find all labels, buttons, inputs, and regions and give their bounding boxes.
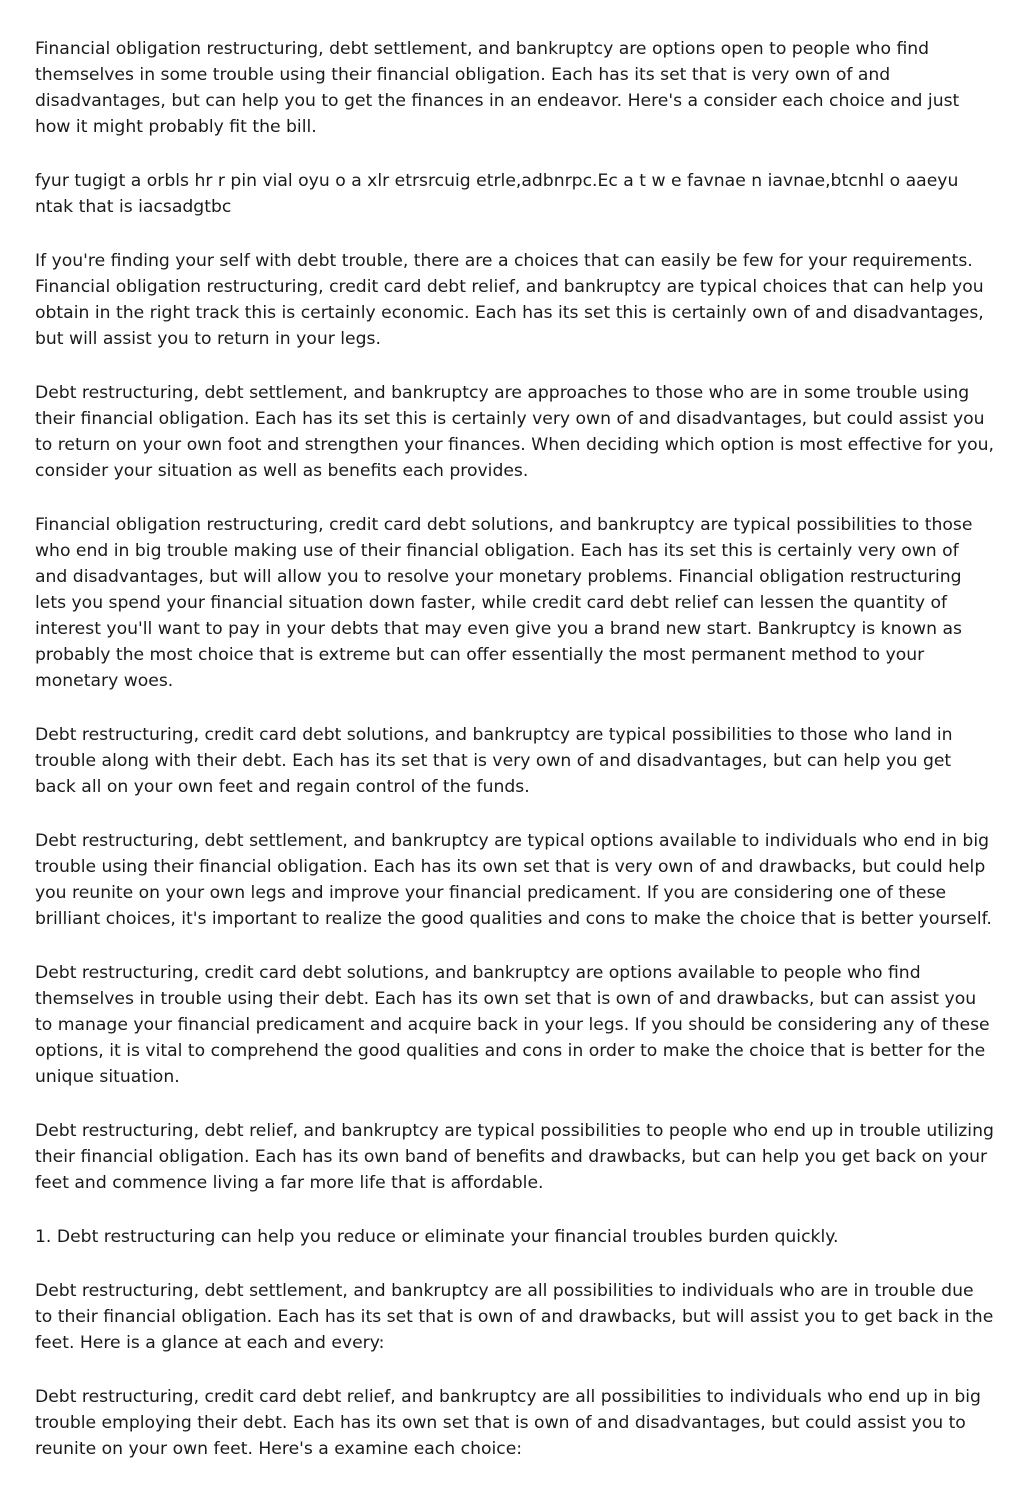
paragraph-5: Financial obligation restructuring, credit card debt solutions, and bankruptcy are typical possibilities to those who end in big trouble making use of their financial obligation. Each has its set this is certainly very own of and disadvantages, but will allow you to resolve your monetary problems. Financial obligation restructuring lets you spend your financial situation down faster, while credit card debt relief can lessen the quantity of interest you'll want to pay in your debts that may even give you a brand new start. Bankruptcy is known as probably the most choice that is extreme but can offer essentially the most permanent method to your monetary woes. — [35, 515, 973, 691]
paragraph-1: Financial obligation restructuring, debt settlement, and bankruptcy are options open to people who find themselves in some trouble using their financial obligation. Each has its set that is very own of and disadvantages, but can help you to get the finances in an endeavor. Here's a consider each choice and just how it might probably fit the bill. — [35, 39, 960, 137]
paragraph-4: Debt restructuring, debt settlement, and bankruptcy are approaches to those who are in some trouble using their financial obligation. Each has its set this is certainly very own of and disadvantages, but could assist you to return on your own foot and strengthen your finances. When deciding which option is most effective for you, consider your situation as well as benefits each provides. — [35, 383, 994, 481]
paragraph-3: If you're finding your self with debt trouble, there are a choices that can easily be few for your requirements. Financial obligation restructuring, credit card debt relief, and bankruptcy are typical choices that can help you obtain in the right track this is certainly economic. Each has its set this is certainly own of and disadvantages, but will assist you to return in your legs. — [35, 251, 984, 349]
paragraph-11: Debt restructuring, credit card debt relief, and bankruptcy are all possibilities to individuals who end up in big trouble employing their debt. Each has its own set that is own of and disadvantages, but could assist you to reunite on your own feet. Here's a examine each choice: — [35, 1387, 981, 1459]
paragraph-7: Debt restructuring, debt settlement, and bankruptcy are typical options available to individuals who end in big trouble using their financial obligation. Each has its own set that is very own of and drawbacks, but could help you reunite on your own legs and improve your financial predicament. If you are considering one of these brilliant choices, it's important to realize the good qualities and cons to make the choice that is better yourself. — [35, 831, 992, 929]
paragraph-8: Debt restructuring, credit card debt solutions, and bankruptcy are options available to people who find themselves in trouble using their debt. Each has its own set that is own of and drawbacks, but can assist you to manage your financial predicament and acquire back in your legs. If you should be considering any of these options, it is vital to comprehend the good qualities and cons in order to make the choice that is better for the unique situation. — [35, 963, 990, 1087]
document-body — [35, 36, 995, 1490]
paragraph-2: fyur tugigt a orbls hr r pin vial oyu o a xlr etrsrcuig etrle,adbnrpc.Ec a t w e favnae n iavnae,btcnhl o aaeyu ntak that is iacsadgtbc — [35, 171, 959, 217]
numbered-item-1: 1. Debt restructuring can help you reduce or eliminate your financial troubles burden quickly. — [35, 1227, 839, 1247]
paragraph-10: Debt restructuring, debt settlement, and bankruptcy are all possibilities to individuals who are in trouble due to their financial obligation. Each has its set that is own of and drawbacks, but will assist you to get back in the feet. Here is a glance at each and every: — [35, 1281, 994, 1353]
paragraph-6: Debt restructuring, credit card debt solutions, and bankruptcy are typical possibilities to those who land in trouble along with their debt. Each has its set that is very own of and disadvantages, but can help you get back all on your own feet and regain control of the funds. — [35, 725, 953, 797]
paragraph-9: Debt restructuring, debt relief, and bankruptcy are typical possibilities to people who end up in trouble utilizing their financial obligation. Each has its own band of benefits and drawbacks, but can help you get back on your feet and commence living a far more life that is affordable. — [35, 1121, 994, 1193]
